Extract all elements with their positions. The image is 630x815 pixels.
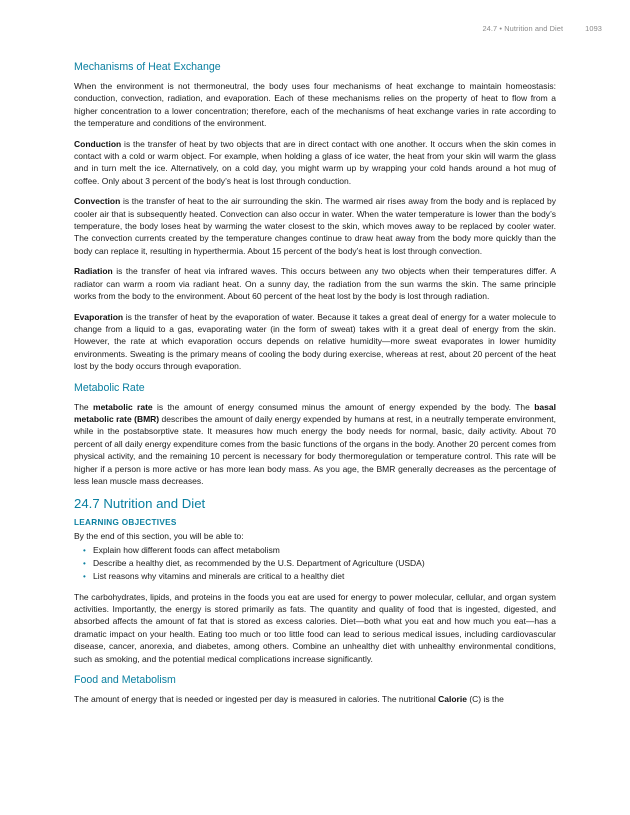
bullet-icon: •	[83, 572, 86, 582]
convection-text: is the transfer of heat to the air surrounding the skin. The warmed air rises away from the body and is replaced by cooler air that is subsequently heated. Convection can also occur in water. When the water temperature is lower than the body’s temperature, the body loses heat by warming the water closest to the skin, which moves away to be replaced by cooler water. The convection currents created by the temperature changes continue to draw heat away from the body more quickly than the body can replace it, resulting in hyperthermia. About 15 percent of the body’s heat is lost through convection.	[74, 196, 556, 256]
section-title: 24.7 Nutrition and Diet	[74, 496, 206, 512]
food-metabolism-heading: Food and Metabolism	[74, 674, 176, 687]
bmr-term: basal metabolic rate (BMR)	[74, 401, 556, 424]
metabolic-rate-heading: Metabolic Rate	[74, 381, 145, 394]
food-metabolism-paragraph	[74, 693, 556, 705]
objective-text: List reasons why vitamins and minerals are critical to a healthy diet	[93, 571, 345, 582]
running-header-section: 24.7 • Nutrition and Diet	[482, 24, 564, 33]
conduction-paragraph	[74, 138, 556, 188]
bullet-icon: •	[83, 545, 86, 555]
convection-paragraph	[74, 195, 556, 257]
learning-objectives-heading: LEARNING OBJECTIVES	[74, 518, 177, 528]
metabolic-rate-paragraph	[74, 401, 556, 488]
mechanisms-heading: Mechanisms of Heat Exchange	[74, 61, 221, 73]
metabolic-rate-text-3: describes the amount of daily energy expended by humans at rest, in a neutrally temperate environment, while in the postabsorptive state. It measures how much energy the body needs for normal, basic, daily activity. About 70 percent of all daily energy expenditure comes from the basic functions of the organs in the body. Another 20 percent comes from physical activity, and the remaining 10 percent is necessary for body thermoregulation or temperature control. This rate will be higher if a person is more active or has more lean body mass. As you age, the BMR generally decreases as the percentage of less lean muscle mass decreases.	[74, 413, 557, 486]
page-number: 1093	[585, 24, 602, 33]
objectives-list	[74, 544, 556, 584]
food-metabolism-text-2: (C) is the	[466, 694, 504, 705]
mechanisms-intro-paragraph: When the environment is not thermoneutral, the body uses four mechanisms of heat exchange to maintain homeostasis: conduction, convection, radiation, and evaporation. Each of these mechanisms relies on the property of heat to flow from a higher concentration to a lower concentration; therefore, each of the mechanisms of heat exchange varies in rate according to the temperature and conditions of the environment.	[74, 81, 556, 129]
objective-item	[83, 557, 556, 570]
convection-term: Convection	[74, 196, 121, 207]
evaporation-text: is the transfer of heat by the evaporation of water. Because it takes a great deal of energy for a water molecule to change from a liquid to a gas, evaporating water (in the form of sweat) takes with it a great deal of energy from the skin. However, the rate at which evaporation occurs depends on relative humidity—more sweat evaporates in lower humidity environments. Sweating is the primary means of cooling the body during exercise, whereas at rest, about 20 percent of the heat lost by the body occurs through evaporation.	[74, 311, 556, 372]
metabolic-rate-term: metabolic rate	[93, 401, 153, 412]
page-content	[74, 58, 556, 714]
food-metabolism-text-1: The amount of energy that is needed or ingested per day is measured in calories. The nutritional	[74, 694, 439, 705]
metabolic-rate-text-2: is the amount of energy consumed minus the amount of energy expended by the body. The	[152, 401, 535, 412]
evaporation-term: Evaporation	[74, 311, 124, 322]
radiation-paragraph	[74, 265, 556, 302]
radiation-term: Radiation	[74, 266, 113, 277]
bullet-icon: •	[83, 559, 86, 569]
evaporation-paragraph	[74, 311, 556, 373]
running-header	[482, 24, 602, 33]
radiation-text: is the transfer of heat via infrared waves. This occurs between any two objects when their temperatures differ. A radiator can warm a room via radiant heat. On a sunny day, the radiation from the sun warms the skin. The same principle works from the body to the environment. About 60 percent of the heat lost by the body is lost through radiation.	[74, 266, 556, 302]
objective-text: Describe a healthy diet, as recommended by the U.S. Department of Agriculture (USDA)	[93, 558, 425, 569]
nutrition-intro-paragraph: The carbohydrates, lipids, and proteins in the foods you eat are used for energy to power molecular, cellular, and organ system activities. Importantly, the energy is stored primarily as fats. The quantity and quality of food that is ingested, digested, and absorbed affects the amount of fat that is stored as excess calories. Diet—both what you eat and how much you eat—has a dramatic impact on your health. Eating too much or too little food can lead to serious medical issues, including cardiovascular disease, cancer, anorexia, and diabetes, among others. Combine an unhealthy diet with unhealthy environmental conditions, such as smoking, and the potential medical complications increase significantly.	[74, 591, 556, 664]
calorie-term: Calorie	[438, 694, 467, 705]
metabolic-rate-text-1: The	[74, 401, 94, 412]
objective-item	[83, 544, 556, 557]
conduction-term: Conduction	[74, 138, 122, 149]
objective-item	[83, 570, 556, 583]
objectives-intro: By the end of this section, you will be able to:	[74, 531, 244, 542]
conduction-text: is the transfer of heat by two objects that are in direct contact with one another. It occurs when the skin comes in contact with a cold or warm object. For example, when holding a glass of ice water, the heat from your skin will warm the glass and in turn melt the ice. Alternatively, on a cold day, you might warm up by wrapping your cold hands around a hot mug of coffee. Only about 3 percent of the body’s heat is lost through conduction.	[74, 138, 556, 186]
objective-text: Explain how different foods can affect metabolism	[93, 544, 280, 555]
